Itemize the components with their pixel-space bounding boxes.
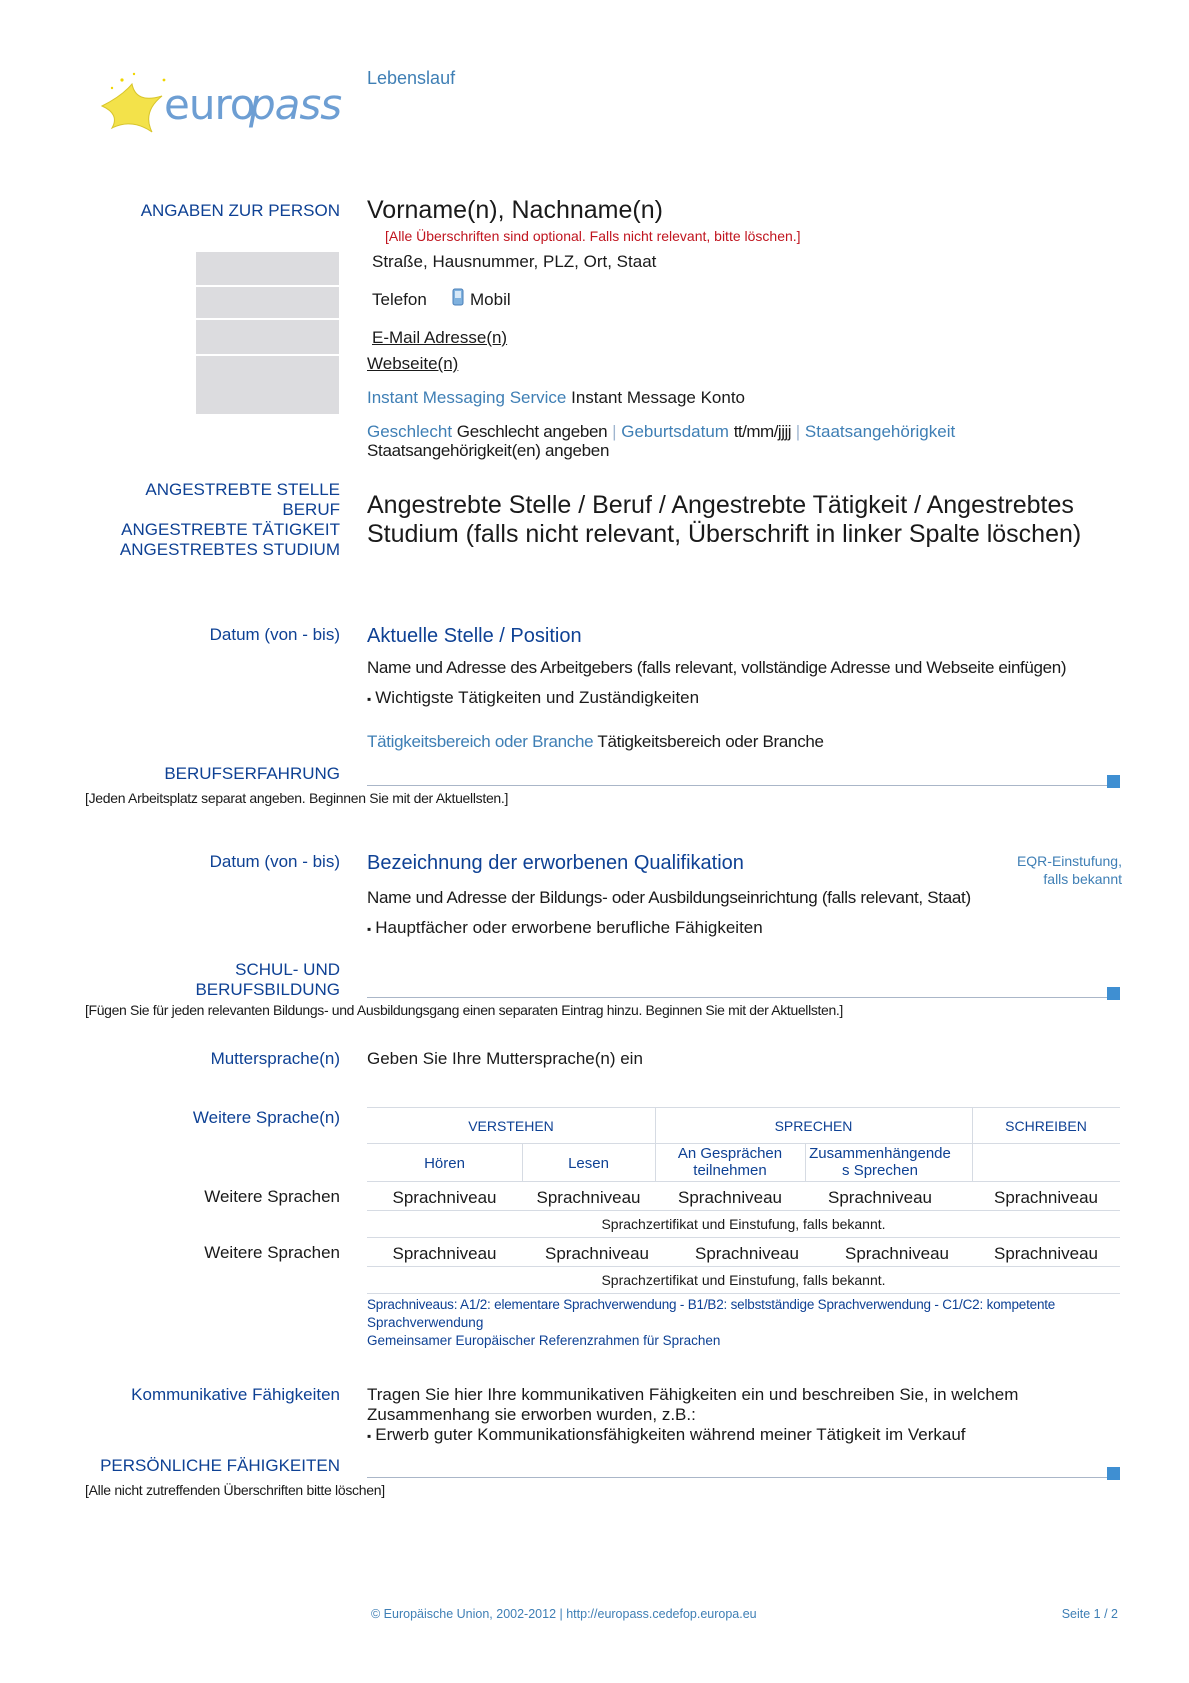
sub-listening: Hören xyxy=(424,1155,465,1172)
section-label-personal-skills: PERSÖNLICHE FÄHIGKEITEN xyxy=(100,1456,340,1475)
photo-placeholder-1 xyxy=(196,252,339,285)
dob-label: Geburtsdatum xyxy=(621,422,729,441)
head-understanding: VERSTEHEN xyxy=(468,1118,554,1134)
mobile-phone-icon xyxy=(452,288,464,306)
photo-placeholder-3 xyxy=(196,320,339,354)
education-subjects: ▪ Hauptfächer oder erworbene berufliche Fähigkeiten xyxy=(367,918,763,938)
personal-skills-divider xyxy=(367,1477,1120,1478)
personal-details-line xyxy=(367,422,955,442)
gender-value: Geschlecht angeben xyxy=(456,422,608,441)
nationality-value: Staatsangehörigkeit(en) angeben xyxy=(367,441,610,460)
level-reading: Sprachniveau xyxy=(545,1244,649,1263)
education-marker xyxy=(1107,987,1120,1000)
mobile-label: Mobil xyxy=(470,290,511,309)
communication-text-2: Zusammenhang sie erworben wurden, z.B.: xyxy=(367,1405,696,1424)
section-label-target-4: ANGESTREBTES STUDIUM xyxy=(119,540,340,559)
level-listening: Sprachniveau xyxy=(392,1188,497,1207)
experience-duties: ▪ Wichtigste Tätigkeiten und Zuständigkeiten xyxy=(367,688,699,708)
education-qualification: Bezeichnung der erworbenen Qualifikation xyxy=(367,852,744,874)
cefr-link[interactable]: Gemeinsamer Europäischer Referenzrahmen für Sprachen xyxy=(367,1333,721,1348)
mother-tongue-value: Geben Sie Ihre Muttersprache(n) ein xyxy=(367,1049,643,1068)
section-label-personal: ANGABEN ZUR PERSON xyxy=(140,201,340,220)
education-institution: Name und Adresse der Bildungs- oder Ausbildungseinrichtung (falls relevant, Staat) xyxy=(367,888,971,907)
target-title-line-1: Angestrebte Stelle / Beruf / Angestrebte Tätigkeit / Angestrebtes xyxy=(367,491,1074,519)
website-link[interactable]: Webseite(n) xyxy=(367,354,459,373)
footer-page-number: Seite 1 / 2 xyxy=(1061,1607,1118,1621)
education-note: [Fügen Sie für jeden relevanten Bildungs- und Ausbildungsgang einen separaten Eintrag hinzu. Beginnen Sie mit der Aktuellsten.] xyxy=(85,1002,843,1018)
photo-placeholder-2 xyxy=(196,287,339,318)
levels-note-2: Sprachverwendung xyxy=(367,1315,484,1330)
section-label-target-2: BERUF xyxy=(282,500,340,519)
experience-position: Aktuelle Stelle / Position xyxy=(367,625,582,647)
personal-skills-note: [Alle nicht zutreffenden Überschriften bitte löschen] xyxy=(85,1482,385,1498)
gender-label: Geschlecht xyxy=(367,422,453,441)
sub-production-2: s Sprechen xyxy=(842,1162,918,1179)
experience-marker xyxy=(1107,775,1120,788)
level-listening: Sprachniveau xyxy=(392,1244,497,1263)
table-line xyxy=(367,1266,1120,1267)
address: Straße, Hausnummer, PLZ, Ort, Staat xyxy=(372,252,657,271)
head-writing: SCHREIBEN xyxy=(1005,1118,1087,1134)
experience-date-label: Datum (von - bis) xyxy=(209,625,340,644)
sub-interaction-1: An Gesprächen xyxy=(677,1145,783,1162)
im-label: Instant Messaging Service xyxy=(367,388,567,407)
level-writing: Sprachniveau xyxy=(994,1244,1098,1263)
separator: | xyxy=(612,422,617,441)
other-languages-label: Weitere Sprache(n) xyxy=(192,1108,340,1127)
level-production: Sprachniveau xyxy=(845,1244,949,1263)
language-row-label: Weitere Sprachen xyxy=(204,1187,340,1206)
table-line xyxy=(367,1293,1120,1294)
table-line xyxy=(367,1143,1120,1144)
section-label-education-1: SCHUL- UND xyxy=(235,960,340,979)
email-link[interactable]: E-Mail Adresse(n) xyxy=(372,328,508,347)
experience-employer: Name und Adresse des Arbeitgebers (falls relevant, vollständige Adresse und Webseite einfügen) xyxy=(367,658,1067,677)
levels-note-1: Sprachniveaus: A1/2: elementare Sprachverwendung - B1/B2: selbstständige Sprachverwendung - C1/C2: kompetente xyxy=(367,1297,1056,1312)
optional-headings-note: [Alle Überschriften sind optional. Falls nicht relevant, bitte löschen.] xyxy=(385,228,801,244)
im-line xyxy=(367,388,745,408)
language-certificate: Sprachzertifikat und Einstufung, falls bekannt. xyxy=(601,1272,886,1288)
language-certificate: Sprachzertifikat und Einstufung, falls bekannt. xyxy=(601,1216,886,1232)
section-label-experience: BERUFSERFAHRUNG xyxy=(164,764,340,783)
sector-label: Tätigkeitsbereich oder Branche xyxy=(367,732,594,751)
level-interaction: Sprachniveau xyxy=(678,1188,782,1207)
document-title: Lebenslauf xyxy=(367,68,456,88)
eqf-level-1: EQR-Einstufung, xyxy=(1016,853,1122,869)
nationality-label: Staatsangehörigkeit xyxy=(804,422,956,441)
table-line xyxy=(367,1210,1120,1211)
communication-label: Kommunikative Fähigkeiten xyxy=(131,1385,340,1404)
phone-label: Telefon xyxy=(372,290,427,309)
dob-value: tt/mm/jjjj xyxy=(733,422,792,441)
experience-note: [Jeden Arbeitsplatz separat angeben. Beginnen Sie mit der Aktuellsten.] xyxy=(85,790,509,806)
experience-sector xyxy=(367,732,824,752)
table-line xyxy=(367,1237,1120,1238)
communication-bullet: ▪ Erwerb guter Kommunikationsfähigkeiten während meiner Tätigkeit im Verkauf xyxy=(367,1425,966,1445)
separator: | xyxy=(795,422,801,441)
level-interaction: Sprachniveau xyxy=(695,1244,799,1263)
language-row-label: Weitere Sprachen xyxy=(204,1243,340,1262)
photo-placeholder-4 xyxy=(196,356,339,414)
section-label-target-1: ANGESTREBTE STELLE xyxy=(145,480,340,499)
im-value: Instant Message Konto xyxy=(571,388,746,407)
logo-text-pass: pass xyxy=(249,80,342,129)
level-production: Sprachniveau xyxy=(828,1188,932,1207)
education-date-label: Datum (von - bis) xyxy=(209,852,340,871)
level-writing: Sprachniveau xyxy=(994,1188,1098,1207)
mother-tongue-label: Muttersprache(n) xyxy=(210,1049,340,1068)
logo-text-euro: euro xyxy=(164,80,255,129)
sub-interaction-2: teilnehmen xyxy=(693,1162,767,1179)
table-line xyxy=(367,1181,1120,1182)
section-label-target-3: ANGESTREBTE TÄTIGKEIT xyxy=(121,520,340,539)
level-reading: Sprachniveau xyxy=(536,1188,641,1207)
footer-copyright: © Europäische Union, 2002-2012 | http://europass.cedefop.europa.eu xyxy=(371,1607,757,1621)
person-name: Vorname(n), Nachname(n) xyxy=(367,196,663,224)
head-speaking: SPRECHEN xyxy=(774,1118,853,1134)
europass-logo xyxy=(92,62,352,142)
sub-reading: Lesen xyxy=(568,1155,609,1172)
table-line xyxy=(367,1107,1120,1108)
communication-text-1: Tragen Sie hier Ihre kommunikativen Fähigkeiten ein und beschreiben Sie, in welchem xyxy=(367,1385,1019,1404)
sub-production-1: Zusammenhängende xyxy=(809,1145,951,1162)
personal-skills-marker xyxy=(1107,1467,1120,1480)
education-divider xyxy=(367,997,1120,998)
sector-value: Tätigkeitsbereich oder Branche xyxy=(597,732,824,751)
eqf-level-2: falls bekannt xyxy=(1043,871,1122,887)
target-title-line-2: Studium (falls nicht relevant, Überschrift in linker Spalte löschen) xyxy=(367,520,1082,548)
section-label-education-2: BERUFSBILDUNG xyxy=(195,980,340,999)
experience-divider xyxy=(367,785,1120,786)
